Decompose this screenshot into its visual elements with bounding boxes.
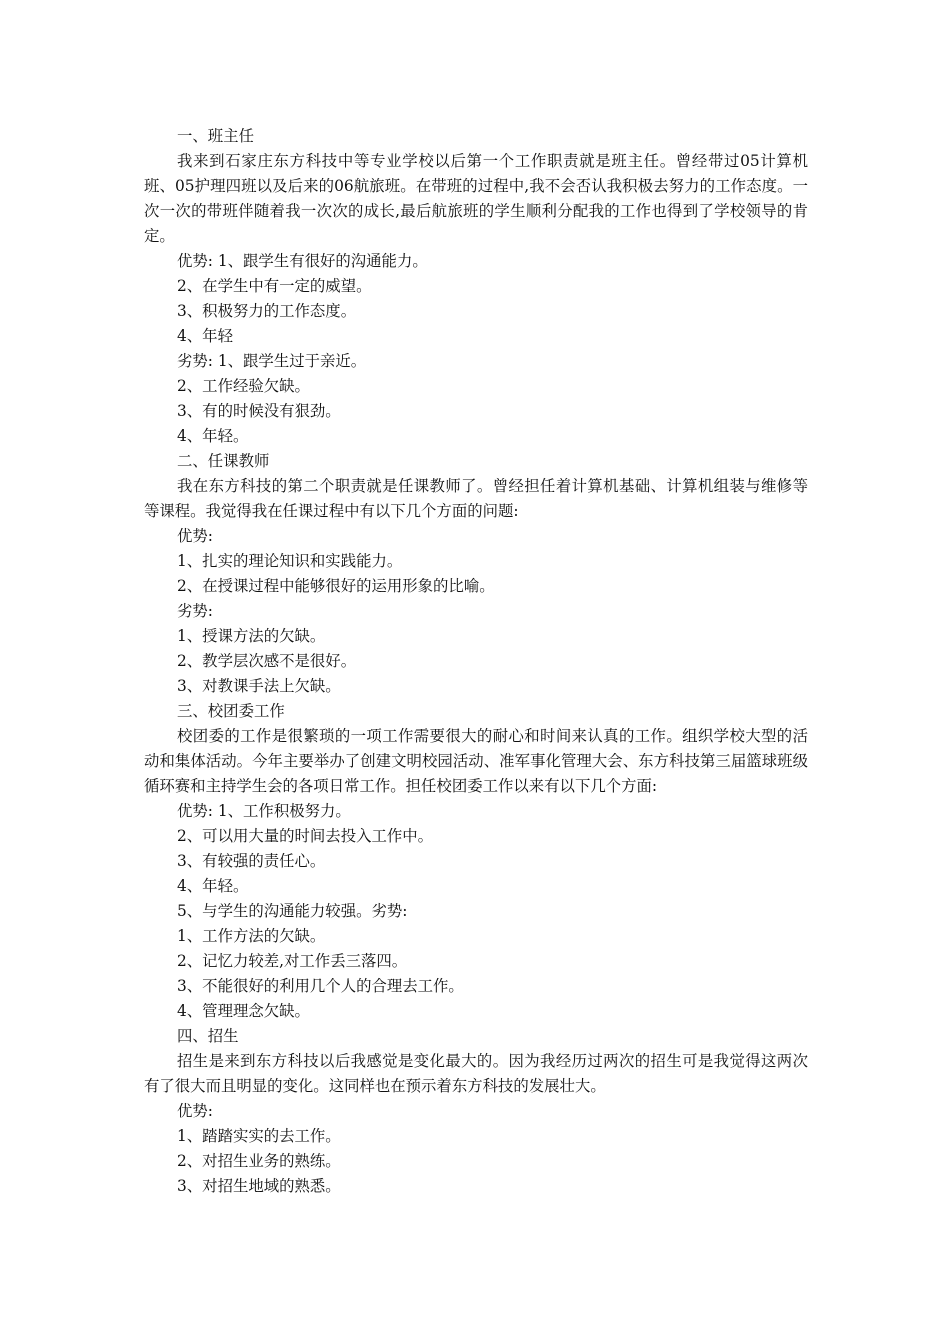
list-item: 1、工作方法的欠缺。 xyxy=(177,927,326,945)
list-item: 3、对招生地域的熟悉。 xyxy=(177,1177,341,1195)
list-item: 5、与学生的沟通能力较强。劣势: xyxy=(177,902,408,920)
list-item: 优势: xyxy=(177,1102,213,1120)
section-heading: 二、任课教师 xyxy=(177,452,270,470)
list-item: 优势: 1、跟学生有很好的沟通能力。 xyxy=(177,252,428,270)
list-item: 3、有的时候没有狠劲。 xyxy=(177,402,341,420)
list-item: 2、在学生中有一定的威望。 xyxy=(177,277,372,295)
section-heading: 三、校团委工作 xyxy=(177,702,285,720)
list-item: 2、对招生业务的熟练。 xyxy=(177,1152,341,1170)
document-body xyxy=(144,124,808,1199)
section-paragraph: 招生是来到东方科技以后我感觉是变化最大的。因为我经历过两次的招生可是我觉得这两次有了很大而且明显的变化。这同样也在预示着东方科技的发展壮大。 xyxy=(144,1052,808,1095)
list-item: 2、教学层次感不是很好。 xyxy=(177,652,357,670)
section-paragraph: 我在东方科技的第二个职责就是任课教师了。曾经担任着计算机基础、计算机组装与维修等等课程。我觉得我在任课过程中有以下几个方面的问题: xyxy=(144,477,808,520)
list-item: 3、对教课手法上欠缺。 xyxy=(177,677,341,695)
list-item: 4、年轻。 xyxy=(177,877,249,895)
list-item: 1、扎实的理论知识和实践能力。 xyxy=(177,552,403,570)
list-item: 4、年轻。 xyxy=(177,427,249,445)
list-item: 1、踏踏实实的去工作。 xyxy=(177,1127,341,1145)
section-heading: 四、招生 xyxy=(177,1027,239,1045)
list-item: 3、有较强的责任心。 xyxy=(177,852,326,870)
list-item: 3、不能很好的利用几个人的合理去工作。 xyxy=(177,977,464,995)
list-item: 优势: xyxy=(177,527,213,545)
list-item: 优势: 1、工作积极努力。 xyxy=(177,802,351,820)
list-item: 2、可以用大量的时间去投入工作中。 xyxy=(177,827,434,845)
list-item: 3、积极努力的工作态度。 xyxy=(177,302,357,320)
list-item: 1、授课方法的欠缺。 xyxy=(177,627,326,645)
list-item: 2、记忆力较差,对工作丢三落四。 xyxy=(177,952,408,970)
list-item: 2、工作经验欠缺。 xyxy=(177,377,310,395)
list-item: 劣势: 1、跟学生过于亲近。 xyxy=(177,352,367,370)
list-item: 2、在授课过程中能够很好的运用形象的比喻。 xyxy=(177,577,495,595)
list-item: 4、年轻 xyxy=(177,327,233,345)
section-heading: 一、班主任 xyxy=(177,127,254,145)
list-item: 4、管理理念欠缺。 xyxy=(177,1002,310,1020)
section-paragraph: 我来到石家庄东方科技中等专业学校以后第一个工作职责就是班主任。曾经带过05计算机班、05护理四班以及后来的06航旅班。在带班的过程中,我不会否认我积极去努力的工作态度。一次一次的带班伴随着我一次次的成长,最后航旅班的学生顺利分配我的工作也得到了学校领导的肯定。 xyxy=(144,152,808,245)
section-paragraph: 校团委的工作是很繁琐的一项工作需要很大的耐心和时间来认真的工作。组织学校大型的活动和集体活动。今年主要举办了创建文明校园活动、准军事化管理大会、东方科技第三届篮球班级循环赛和主持学生会的各项日常工作。担任校团委工作以来有以下几个方面: xyxy=(144,727,808,795)
list-item: 劣势: xyxy=(177,602,213,620)
